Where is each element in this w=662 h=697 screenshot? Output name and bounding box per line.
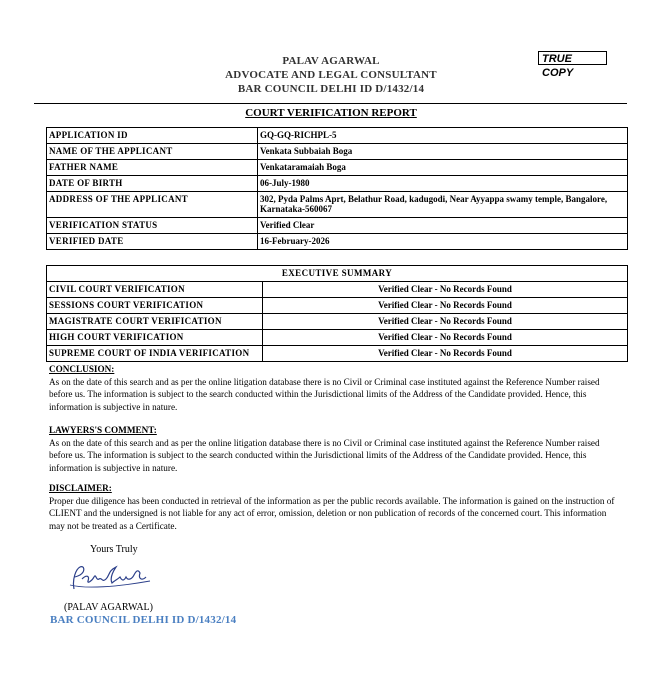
summary-court-result: Verified Clear - No Records Found bbox=[263, 298, 628, 314]
summary-header-row bbox=[47, 266, 628, 282]
handwritten-signature bbox=[66, 559, 156, 595]
conclusion-section bbox=[49, 363, 621, 413]
detail-value: Venkata Subbaiah Boga bbox=[258, 144, 628, 160]
detail-row bbox=[47, 176, 628, 192]
summary-court-label: SUPREME COURT OF INDIA VERIFICATION bbox=[47, 346, 263, 362]
applicant-details-table bbox=[46, 127, 628, 250]
report-title: COURT VERIFICATION REPORT bbox=[245, 107, 417, 119]
detail-label: DATE OF BIRTH bbox=[47, 176, 258, 192]
summary-court-result: Verified Clear - No Records Found bbox=[263, 282, 628, 298]
executive-summary-table bbox=[46, 265, 628, 362]
advocate-name: PALAV AGARWAL bbox=[282, 55, 380, 67]
detail-value: Verified Clear bbox=[258, 218, 628, 234]
detail-label: FATHER NAME bbox=[47, 160, 258, 176]
detail-value: 302, Pyda Palms Aprt, Belathur Road, kadugodi, Near Ayyappa swamy temple, Bangalore, Karnataka-560067 bbox=[258, 192, 628, 218]
summary-court-label: SESSIONS COURT VERIFICATION bbox=[47, 298, 263, 314]
detail-label: VERIFIED DATE bbox=[47, 234, 258, 250]
detail-label: APPLICATION ID bbox=[47, 128, 258, 144]
summary-court-label: HIGH COURT VERIFICATION bbox=[47, 330, 263, 346]
disclaimer-section bbox=[49, 482, 621, 532]
summary-row bbox=[47, 330, 628, 346]
lawyers-comment-section bbox=[49, 424, 621, 474]
advocate-designation: ADVOCATE AND LEGAL CONSULTANT bbox=[225, 69, 437, 81]
summary-court-result: Verified Clear - No Records Found bbox=[263, 330, 628, 346]
detail-row bbox=[47, 144, 628, 160]
summary-row bbox=[47, 314, 628, 330]
summary-title: EXECUTIVE SUMMARY bbox=[47, 266, 628, 282]
summary-row bbox=[47, 298, 628, 314]
summary-row bbox=[47, 282, 628, 298]
detail-value: Venkataramaiah Boga bbox=[258, 160, 628, 176]
detail-label: NAME OF THE APPLICANT bbox=[47, 144, 258, 160]
lawyers-comment-text: As on the date of this search and as per the online litigation database there is no Civil or Criminal case instituted against the Reference Number raised before us. The information is subject to the search conducted within the Jurisdictional limits of the Address of the Candidate provided. Hence, this information is subjective in nature. bbox=[49, 437, 600, 473]
detail-value: GQ-GQ-RICHPL-5 bbox=[258, 128, 628, 144]
conclusion-text: As on the date of this search and as per the online litigation database there is no Civil or Criminal case instituted against the Reference Number raised before us. The information is subject to the search conducted within the Jurisdictional limits of the Address of the Candidate provided. Hence, this information is subjective in nature. bbox=[49, 376, 600, 412]
detail-label: ADDRESS OF THE APPLICANT bbox=[47, 192, 258, 218]
summary-row bbox=[47, 346, 628, 362]
detail-value: 16-February-2026 bbox=[258, 234, 628, 250]
closing-salutation: Yours Truly bbox=[90, 544, 138, 555]
summary-court-result: Verified Clear - No Records Found bbox=[263, 314, 628, 330]
signatory-name: (PALAV AGARWAL) bbox=[64, 602, 153, 613]
detail-row bbox=[47, 192, 628, 218]
detail-row bbox=[47, 160, 628, 176]
detail-row bbox=[47, 234, 628, 250]
detail-label: VERIFICATION STATUS bbox=[47, 218, 258, 234]
summary-court-result: Verified Clear - No Records Found bbox=[263, 346, 628, 362]
detail-value: 06-July-1980 bbox=[258, 176, 628, 192]
true-copy-stamp: TRUE COPY bbox=[538, 51, 607, 65]
disclaimer-heading: DISCLAIMER: bbox=[49, 483, 112, 493]
lawyers-comment-heading: LAWYERS'S COMMENT: bbox=[49, 425, 157, 435]
summary-court-label: MAGISTRATE COURT VERIFICATION bbox=[47, 314, 263, 330]
summary-court-label: CIVIL COURT VERIFICATION bbox=[47, 282, 263, 298]
detail-row bbox=[47, 128, 628, 144]
signatory-bar-id: BAR COUNCIL DELHI ID D/1432/14 bbox=[50, 614, 237, 626]
disclaimer-text: Proper due diligence has been conducted in retrieval of the information as per the public records available. The information is gained on the instruction of CLIENT and the undersigned is not liable for any act of error, omission, deletion or non publication of records of the concerned court. This information may not be treated as a Certificate. bbox=[49, 495, 615, 531]
detail-row bbox=[47, 218, 628, 234]
header-divider bbox=[34, 103, 627, 104]
advocate-bar-id: BAR COUNCIL DELHI ID D/1432/14 bbox=[237, 83, 425, 95]
conclusion-heading: CONCLUSION: bbox=[49, 364, 115, 374]
